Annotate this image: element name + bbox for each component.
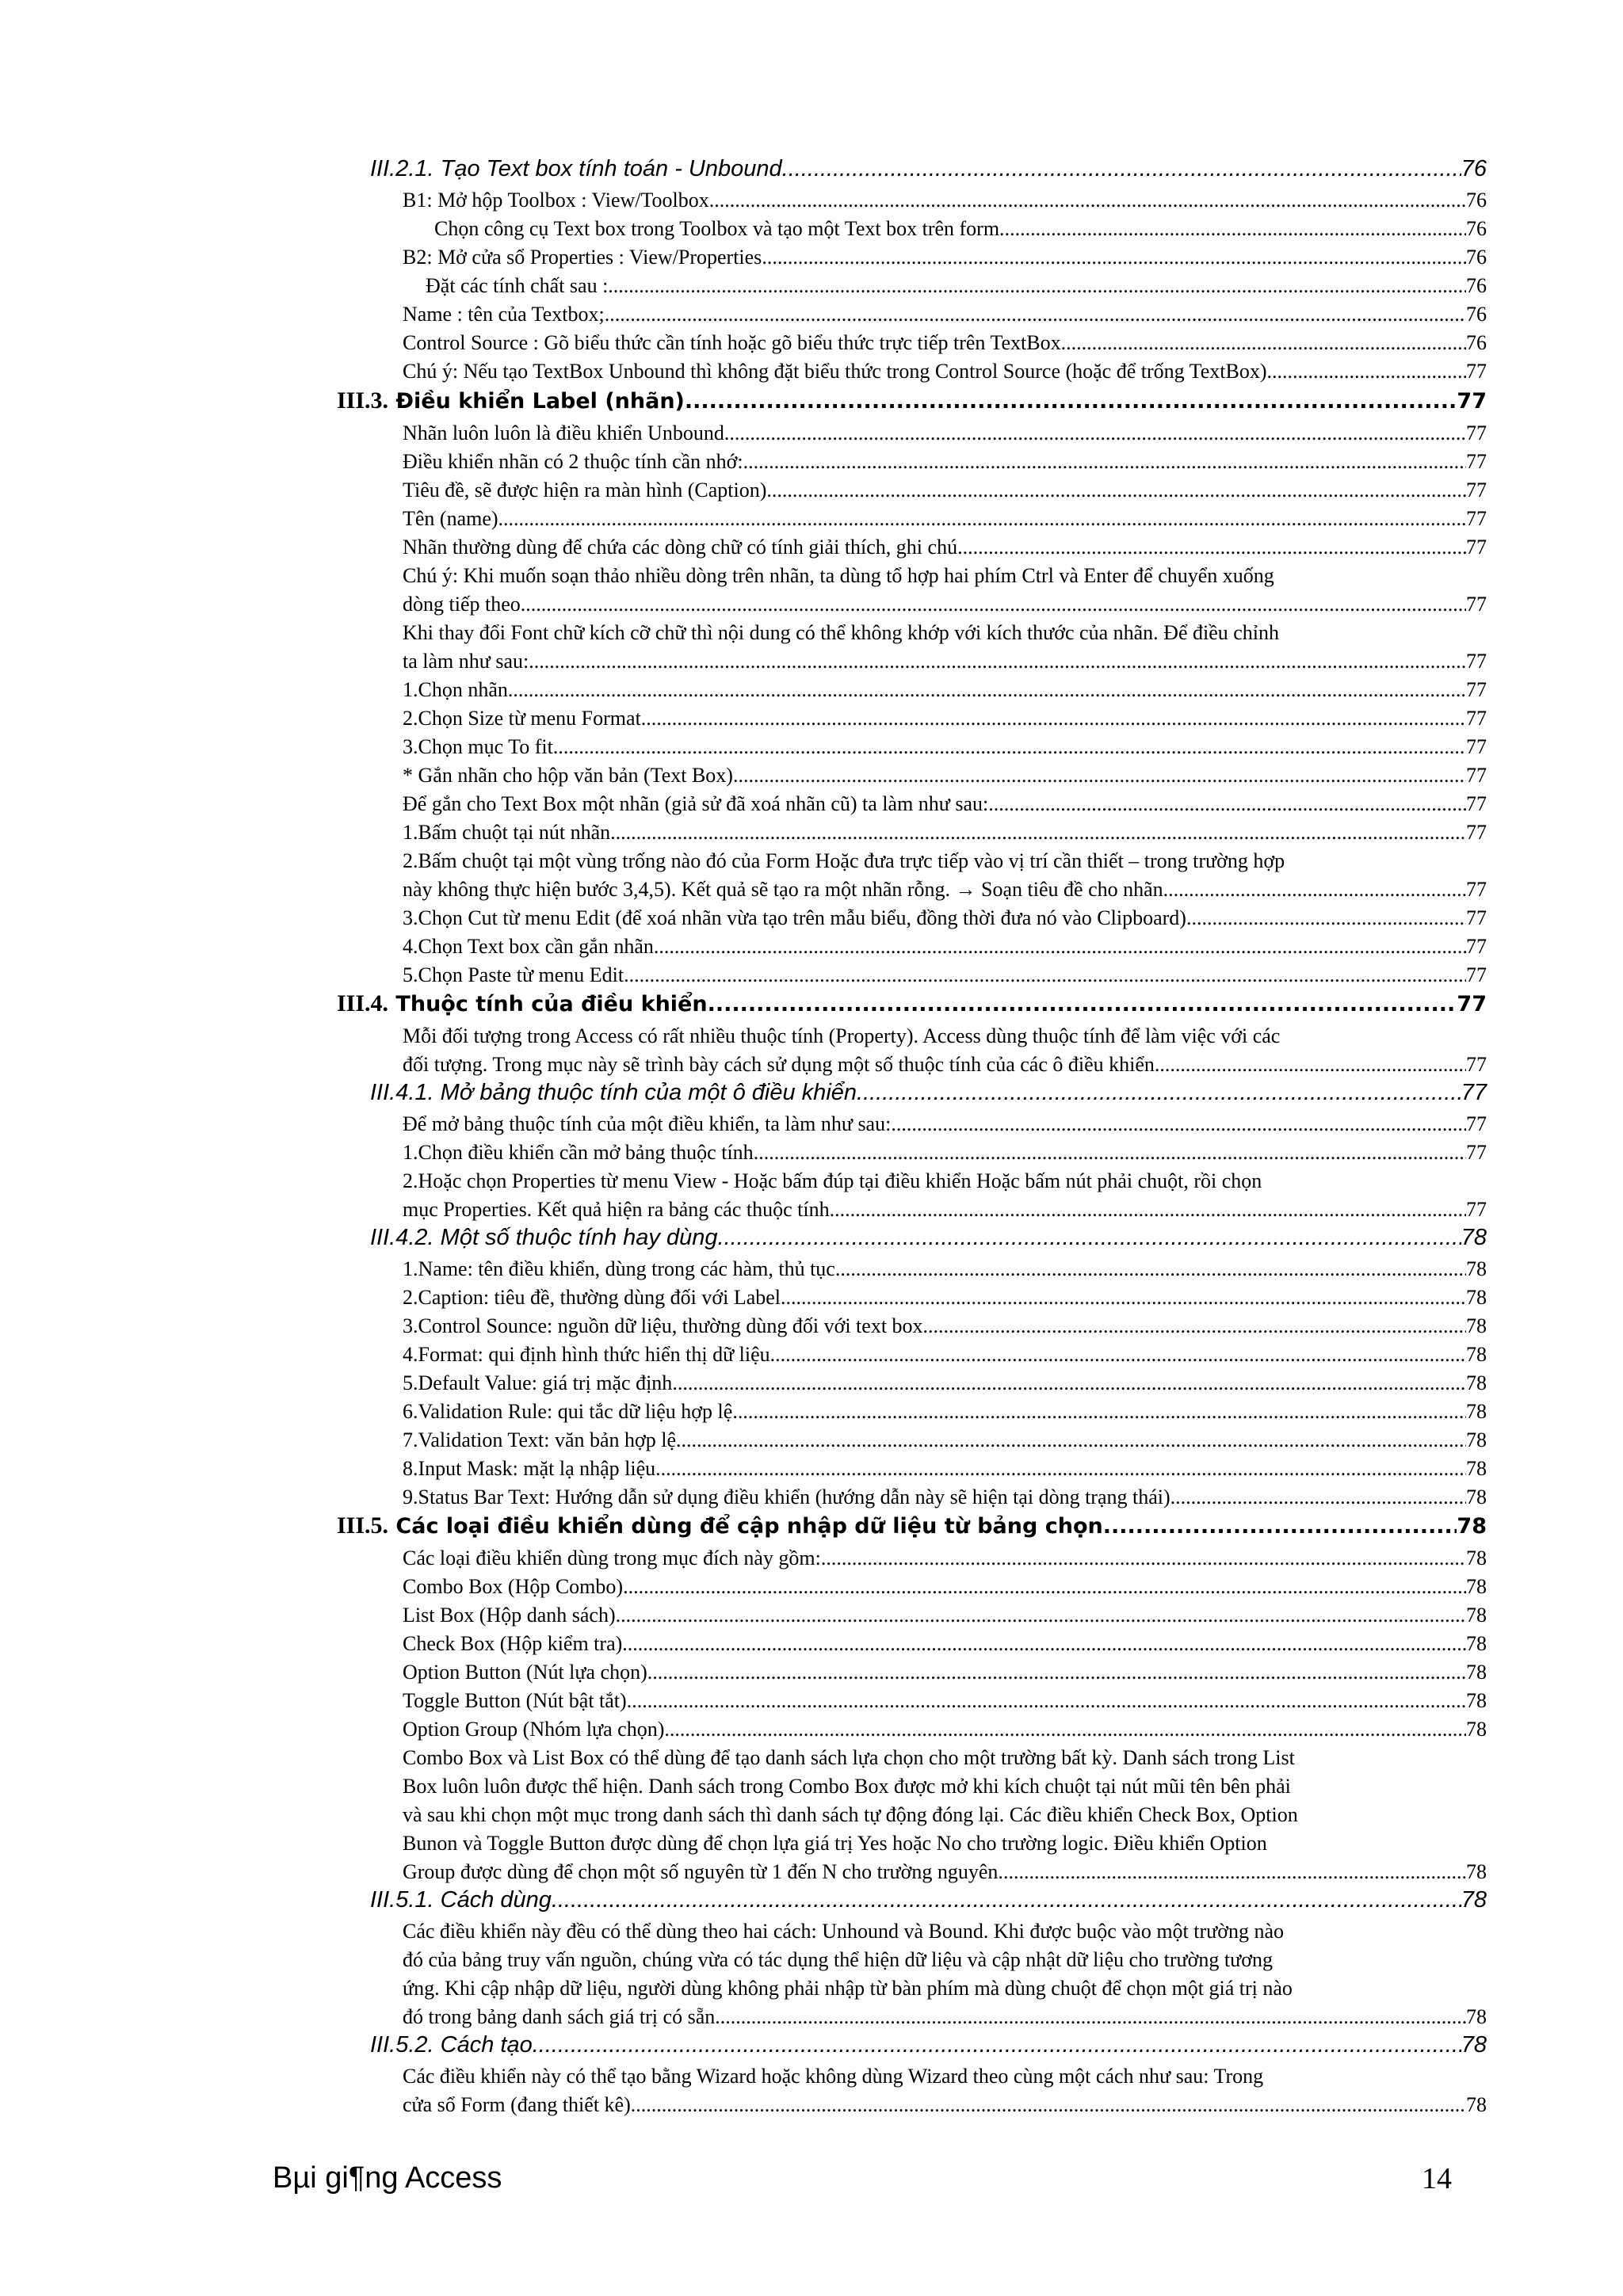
toc-entry[interactable]: Chọn công cụ Text box trong Toolbox và tạo một Text box trên form. ..... 76: [434, 217, 1487, 241]
toc-entry[interactable]: Để gắn cho Text Box một nhãn (giả sử đã xoá nhãn cũ) ta làm như sau: ..... 77: [403, 792, 1487, 816]
toc-entry[interactable]: 1.Bấm chuột tại nút nhãn ..... 77: [403, 821, 1487, 845]
toc-entry[interactable]: 5.Chọn Paste từ menu Edit ..... 77: [403, 963, 1487, 987]
toc-entry[interactable]: List Box (Hộp danh sách) ..... 78: [403, 1604, 1487, 1627]
toc-entry-text-line: Các điều khiển này đều có thể dùng theo hai cách: Unhound và Bound. Khi được buộc vào một trường nào: [403, 1920, 1285, 1943]
toc-entry[interactable]: Các loại điều khiển dùng trong mục đích này gồm: ..... 78: [403, 1547, 1487, 1570]
toc-entry-text-line: Combo Box và List Box có thể dùng để tạo danh sách lựa chọn cho một trường bất kỳ. Danh sách trong List: [403, 1746, 1295, 1769]
toc-entry[interactable]: Chú ý: Nếu tạo TextBox Unbound thì không đặt biểu thức trong Control Source (hoặc để trống TextBox). ..... 77: [403, 360, 1487, 383]
toc-entry[interactable]: 3.Control Sounce: nguồn dữ liệu, thường dùng đối với text box. ..... 78: [403, 1314, 1487, 1338]
toc-entry[interactable]: 6.Validation Rule: qui tắc dữ liệu hợp lệ. ..... 78: [403, 1400, 1487, 1424]
toc-entry-section-3-4[interactable]: III.4. Thuộc tính của điều khiển. ..... 77: [337, 990, 1487, 1017]
page-number: 14: [1422, 2162, 1452, 2195]
toc-entry[interactable]: 2.Caption: tiêu đề, thường dùng đối với Label ..... 78: [403, 1286, 1487, 1310]
toc-entry-3-2-1[interactable]: III.2.1. Tạo Text box tính toán - Unbound ..... 76: [370, 156, 1487, 182]
toc-entry[interactable]: Group được dùng để chọn một số nguyên từ 1 đến N cho trường nguyên. ..... 78: [403, 1860, 1487, 1884]
toc-entry[interactable]: cửa sổ Form (đang thiết kê) ..... 78: [403, 2093, 1487, 2117]
toc-entry[interactable]: đó trong bảng danh sách giá trị có sẵn. ..... 78: [403, 2005, 1487, 2029]
toc-entry[interactable]: B1: Mở hộp Toolbox : View/Toolbox ..... 76: [403, 189, 1487, 212]
toc-entry[interactable]: Check Box (Hộp kiểm tra) ..... 78: [403, 1632, 1487, 1656]
footer-title: Bµi gi¶ng Access: [273, 2161, 502, 2195]
toc-entry[interactable]: 4.Format: qui định hình thức hiển thị dữ liệu. ..... 78: [403, 1343, 1487, 1367]
toc-entry-section-3-5[interactable]: III.5. Các loại điều khiển dùng để cập nhập dữ liệu từ bảng chọn ..... 78: [337, 1512, 1487, 1539]
toc-entry[interactable]: Option Button (Nút lựa chọn) ..... 78: [403, 1661, 1487, 1684]
toc-entry[interactable]: Combo Box (Hộp Combo) ..... 78: [403, 1575, 1487, 1599]
toc-entry[interactable]: 9.Status Bar Text: Hướng dẫn sử dụng điều khiển (hướng dẫn này sẽ hiện tại dòng trạng thái) ..... 78: [403, 1486, 1487, 1509]
toc-entry[interactable]: 4.Chọn Text box cần gắn nhãn ..... 77: [403, 935, 1487, 959]
toc-entry[interactable]: mục Properties. Kết quả hiện ra bảng các thuộc tính. ..... 77: [403, 1198, 1487, 1222]
toc-entry-text-line: Chú ý: Khi muốn soạn thảo nhiều dòng trên nhãn, ta dùng tổ hợp hai phím Ctrl và Enter để chuyển xuống: [403, 564, 1274, 587]
toc-entry-text-line: Các điều khiển này có thể tạo bằng Wizard hoặc không dùng Wizard theo cùng một cách như sau: Trong: [403, 2065, 1264, 2088]
toc-entry-text-line: ứng. Khi cập nhập dữ liệu, người dùng không phải nhập từ bàn phím mà dùng chuột để chọn một giá trị nào: [403, 1977, 1293, 2000]
toc-entry[interactable]: Tiêu đề, sẽ được hiện ra màn hình (Caption) ..... 77: [403, 479, 1487, 502]
toc-entry[interactable]: 8.Input Mask: mặt lạ nhập liệu. ..... 78: [403, 1457, 1487, 1481]
toc-entry-3-4-2[interactable]: III.4.2. Một số thuộc tính hay dùng. ..... 78: [370, 1225, 1487, 1251]
toc-entry[interactable]: Toggle Button (Nút bật tắt) ..... 78: [403, 1689, 1487, 1713]
toc-entry[interactable]: 1.Chọn điều khiển cần mở bảng thuộc tính ..... 77: [403, 1141, 1487, 1165]
toc-entry[interactable]: Để mở bảng thuộc tính của một điều khiển, ta làm như sau: ..... 77: [403, 1112, 1487, 1136]
toc-entry[interactable]: Option Group (Nhóm lựa chọn) ..... 78: [403, 1718, 1487, 1741]
toc-entry[interactable]: dòng tiếp theo. ..... 77: [403, 593, 1487, 616]
toc-entry[interactable]: Nhãn thường dùng để chứa các dòng chữ có tính giải thích, ghi chú. ..... 77: [403, 536, 1487, 559]
toc-entry[interactable]: 1.Chọn nhãn ..... 77: [403, 678, 1487, 702]
toc-entry-text-line: Khi thay đổi Font chữ kích cỡ chữ thì nội dung có thể không khớp với kích thước của nhãn. Để điều chỉnh: [403, 621, 1280, 644]
toc-entry[interactable]: B2: Mở cửa sổ Properties : View/Properties ..... 76: [403, 246, 1487, 269]
toc-entry[interactable]: Đặt các tính chất sau : ..... 76: [426, 274, 1487, 298]
toc-entry[interactable]: đối tượng. Trong mục này sẽ trình bày cách sử dụng một số thuộc tính của các ô điều khiển. ..... 77: [403, 1053, 1487, 1077]
toc-entry-text-line: và sau khi chọn một mục trong danh sách thì danh sách tự động đóng lại. Các điều khiển Check Box, Option: [403, 1803, 1298, 1826]
toc-entry-text-line: Box luôn luôn được thể hiện. Danh sách trong Combo Box được mở khi kích chuột tại nút mũi tên bên phải: [403, 1775, 1291, 1798]
toc-entry-text-line: Bunon và Toggle Button được dùng để chọn lựa giá trị Yes hoặc No cho trường logic. Điều khiển Option: [403, 1832, 1267, 1855]
toc-entry[interactable]: ta làm như sau: ..... 77: [403, 650, 1487, 673]
toc-entry-text-line: đó của bảng truy vấn nguồn, chúng vừa có tác dụng thể hiện dữ liệu và cập nhật dữ liệu cho trường tương: [403, 1948, 1273, 1971]
toc-entry[interactable]: Tên (name) ..... 77: [403, 507, 1487, 531]
toc-entry-section-3-3[interactable]: III.3. Điều khiển Label (nhãn) ..... 77: [337, 387, 1487, 414]
toc-entry[interactable]: này không thực hiện bước 3,4,5). Kết quả sẽ tạo ra một nhãn rỗng. → Soạn tiêu đề cho nhãn. ..... 77: [403, 878, 1487, 902]
toc-entry-text-line: 2.Hoặc chọn Properties từ menu View - Hoặc bấm đúp tại điều khiển Hoặc bấm nút phải chuột, rồi chọn: [403, 1169, 1262, 1192]
toc-entry-3-5-1[interactable]: III.5.1. Cách dùng ..... 78: [370, 1887, 1487, 1913]
toc-entry[interactable]: 5.Default Value: giá trị mặc định ..... 78: [403, 1371, 1487, 1395]
toc-entry[interactable]: 3.Chọn mục To fit ..... 77: [403, 735, 1487, 759]
toc-entry[interactable]: Control Source : Gõ biểu thức cần tính hoặc gõ biểu thức trực tiếp trên TextBox ..... 76: [403, 331, 1487, 355]
toc-entry-3-5-2[interactable]: III.5.2. Cách tạo. ..... 78: [370, 2032, 1487, 2058]
toc-entry[interactable]: 3.Chọn Cut từ menu Edit (để xoá nhãn vừa tạo trên mẫu biểu, đồng thời đưa nó vào Clipboard). ..... 77: [403, 906, 1487, 930]
toc-entry-text-line: Mỗi đối tượng trong Access có rất nhiều thuộc tính (Property). Access dùng thuộc tính để làm việc với các: [403, 1024, 1281, 1047]
toc-entry[interactable]: 1.Name: tên điều khiển, dùng trong các hàm, thủ tục. ..... 78: [403, 1257, 1487, 1281]
toc-entry[interactable]: Nhãn luôn luôn là điều khiển Unbound ..... 77: [403, 421, 1487, 445]
toc-entry[interactable]: 7.Validation Text: văn bản hợp lệ. ..... 78: [403, 1428, 1487, 1452]
toc-entry[interactable]: * Gắn nhãn cho hộp văn bản (Text Box) ..... 77: [403, 764, 1487, 788]
toc-entry[interactable]: Điều khiển nhãn có 2 thuộc tính cần nhớ: ..... 77: [403, 450, 1487, 474]
toc-entry[interactable]: 2.Chọn Size từ menu Format ..... 77: [403, 707, 1487, 730]
toc-entry[interactable]: Name : tên của Textbox; ..... 76: [403, 303, 1487, 326]
toc-entry-3-4-1[interactable]: III.4.1. Mở bảng thuộc tính của một ô điều khiển ..... 77: [370, 1080, 1487, 1106]
toc-entry-text-line: 2.Bấm chuột tại một vùng trống nào đó của Form Hoặc đưa trực tiếp vào vị trí cần thiết – trong trường hợp: [403, 849, 1285, 872]
